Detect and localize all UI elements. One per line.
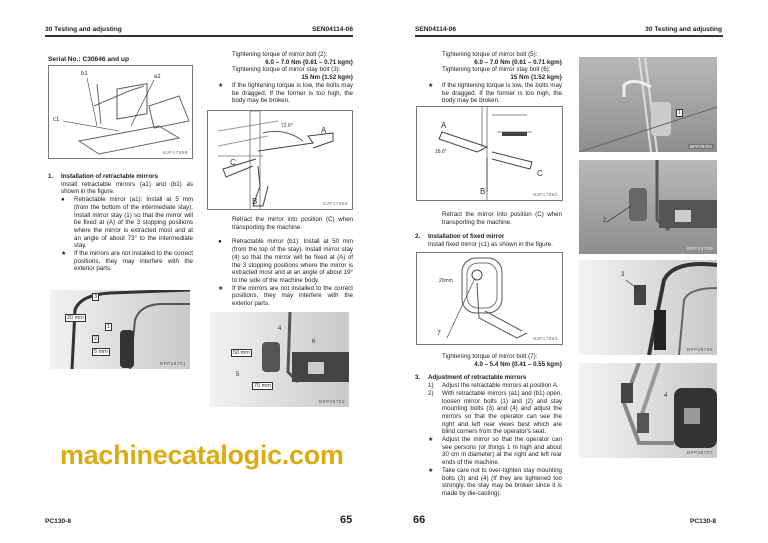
fixed-mirror-figure — [416, 252, 563, 345]
note-text: Take care not to over-tighten stay mounting bolts (3) and (4) (If they are tightened too strongly, the stay may be broken since it is made by die-casting). — [442, 466, 562, 497]
photo-stay-bolt-4 — [579, 363, 717, 458]
footer-model: PC130-8 — [45, 518, 72, 525]
note-text: If the mirrors are not installed to the correct positions, they may interfere with the exterior parts. — [74, 250, 193, 273]
running-header-right: 30 Testing and adjusting — [645, 26, 722, 33]
torque-specs-5-6 — [428, 51, 562, 105]
photo-drawing — [579, 160, 717, 254]
page-number: 65 — [340, 514, 353, 526]
excavator-drawing — [49, 66, 193, 159]
section-title: Installation of retractable mirrors — [61, 173, 158, 180]
mirror-b1-photo — [210, 312, 349, 407]
bullet-text: Retractable mirror (a1): Install at 5 mm (from the bottom of the intermediate stay). Install mirror stay (1) so that the mirror will be fixed at (A) of the 3 stopping positions where the mirror is extracted most and at an angle of about 73° to the intermediate stay. — [74, 196, 193, 250]
left-col2-body — [218, 216, 353, 308]
callout-1: 1 — [107, 324, 111, 330]
photo-code: BPP26702 — [319, 399, 345, 404]
step-text: With retractable mirrors (a1) and (b1) open, loosen mirror bolts (1) and (2) and stay mounting bolts (3) and (4) and adjust the mirrors so that the operator can see the right and left rear views best which are blind corners from the operator's seat. — [442, 389, 562, 436]
step-text: Adjust the retractable mirrors at position A. — [442, 382, 559, 390]
callout-4: 4 — [278, 326, 282, 332]
photo-drawing — [579, 260, 717, 355]
callout-5: 5 — [236, 372, 240, 378]
photo-code: BPP26707 — [687, 450, 713, 455]
callout-7: 7 — [437, 330, 441, 337]
mirror-b1-positions-figure — [416, 106, 563, 201]
angle-label: 18.6° — [435, 149, 447, 155]
callout-3: 3 — [621, 272, 625, 278]
callout-5mm: 5 mm — [94, 349, 108, 355]
figure-code: 8JP17962 — [533, 192, 558, 197]
step-number: 2) — [428, 389, 434, 397]
photo-code: BPP26706 — [687, 246, 713, 251]
retract-text: Retract the mirror into position (C) when transporting the machine. — [442, 211, 562, 226]
callout-a1: a1 — [154, 74, 161, 80]
position-b-label: B — [480, 187, 486, 196]
page-number: 66 — [413, 514, 426, 526]
section-intro: Install fixed mirror (c1) as shown in the figure. — [428, 241, 553, 249]
callout-2: 2 — [603, 218, 607, 224]
note-text: If the tightening torque is low, the bolts may be dragged. If the former is too high, the body may be broken. — [232, 81, 353, 105]
star-icon: ★ — [61, 250, 67, 258]
torque-value: 4.0 – 5.4 Nm {0.41 – 0.55 kgm} — [474, 360, 562, 368]
torque-specs-2-3 — [218, 51, 353, 105]
position-a-label: A — [441, 121, 447, 130]
note-text: If the tightening torque is low, the bolts may be dragged. If the former is too high, the body may be broken. — [442, 81, 562, 105]
photo-drawing — [579, 363, 717, 458]
angle-label: 72.6° — [281, 123, 293, 129]
position-a-label: A — [321, 126, 327, 135]
callout-4: 4 — [664, 393, 668, 399]
running-header-doc-id: SEN04114-06 — [311, 26, 353, 33]
footer-model: PC130-8 — [690, 518, 717, 525]
bullet-icon: ● — [61, 196, 65, 204]
section-number: 1. — [48, 173, 54, 180]
callout-c1: c1 — [53, 117, 60, 123]
figure-code: 8JP17960 — [323, 201, 348, 206]
right-col1-bottom — [415, 353, 562, 498]
step-number: 1) — [428, 382, 434, 390]
retract-text: Retract the mirror into position (C) when transporting the machine. — [232, 216, 353, 231]
mirror-a1-positions-figure — [207, 110, 353, 210]
section-title: Installation of fixed mirror — [428, 233, 505, 241]
torque-label: Tightening torque of mirror bolt (2): — [232, 51, 328, 58]
callout-b1: b1 — [81, 71, 88, 77]
cab-mirror-photo — [50, 290, 190, 369]
star-icon: ★ — [218, 284, 224, 292]
torque-label: Tightening torque of mirror stay bolt (6): — [442, 66, 551, 74]
photo-mirror-bolt-1 — [579, 57, 717, 152]
section-1 — [48, 173, 193, 273]
star-icon: ★ — [218, 81, 224, 89]
star-icon: ★ — [428, 81, 434, 89]
serial-heading: Serial No.: C30646 and up — [48, 56, 129, 63]
torque-value: 15 Nm {1.52 kgm} — [510, 74, 562, 82]
cab-outline — [50, 290, 190, 369]
photo-drawing — [579, 57, 717, 152]
bullet-text: Retractable mirror (b1): Install at 50 mm (from the top of the stay). Install mirror stay (4) so that the mirror will be fixed at (A) of the 3 stopping positions where the mirror is extracted most and at an angle of about 19° to the side of the machine body. — [232, 238, 353, 284]
callout-70mm: 70 mm — [254, 383, 271, 389]
torque-value: 6.0 – 7.0 Nm {0.61 – 0.71 kgm} — [265, 58, 353, 66]
star-icon: ★ — [428, 436, 434, 444]
callout-1: 1 — [678, 110, 682, 116]
torque-label: Tightening torque of mirror bolt (5): — [442, 51, 538, 58]
callout-3: 3 — [94, 294, 98, 300]
header-rule — [45, 35, 353, 37]
section-number: 2. — [415, 233, 421, 241]
photo-code: BPP26704 — [690, 144, 712, 149]
star-icon: ★ — [428, 466, 434, 474]
photo-code: BPP26705 — [687, 347, 713, 352]
torque-label: Tightening torque of mirror stay bolt (3): — [232, 66, 341, 74]
running-header-left: 30 Testing and adjusting — [45, 26, 122, 33]
right-col1-mid — [415, 211, 562, 249]
note-text: Adjust the mirror so that the operator can see persons (or things 1 m high and about 30 cm in diameter) at the right and left rear ends of the machine. — [442, 436, 562, 467]
running-header-doc-id: SEN04114-06 — [415, 26, 457, 33]
section-title: Adjustment of retractable mirrors — [428, 374, 527, 382]
excavator-figure — [48, 65, 193, 159]
callout-6: 6 — [312, 339, 316, 345]
section-number: 3. — [415, 374, 421, 382]
bullet-icon: ● — [218, 238, 222, 246]
position-b-label: B — [252, 197, 258, 206]
position-c-label: C — [230, 158, 236, 167]
figure-code: 8JP17958 — [163, 150, 188, 155]
callout-50mm: 50 mm — [233, 350, 250, 356]
torque-label: Tightening torque of mirror bolt (7): — [442, 353, 538, 360]
photo-mirror-bolt-2 — [579, 160, 717, 254]
photo-stay-bolt-3 — [579, 260, 717, 355]
torque-value: 6.0 – 7.0 Nm {0.61 – 0.71 kgm} — [474, 58, 562, 66]
watermark: machinecatalogic.com — [60, 440, 344, 470]
header-rule — [415, 35, 723, 37]
position-c-label: C — [537, 169, 543, 178]
note-text: If the mirrors are not installed to the correct positions, they may interfere with the exterior parts. — [232, 284, 353, 308]
section-intro: Install retractable mirrors (a1) and (b1) as shown in the figure. — [61, 180, 193, 196]
torque-value: 15 Nm {1.52 kgm} — [301, 74, 353, 82]
callout-20mm: 20 mm — [67, 315, 84, 321]
figure-code: 8JP17963 — [533, 336, 558, 341]
dimension-label: 20mm — [439, 278, 453, 284]
photo-code: BPP26701 — [160, 361, 186, 366]
callout-2: 2 — [94, 336, 98, 342]
